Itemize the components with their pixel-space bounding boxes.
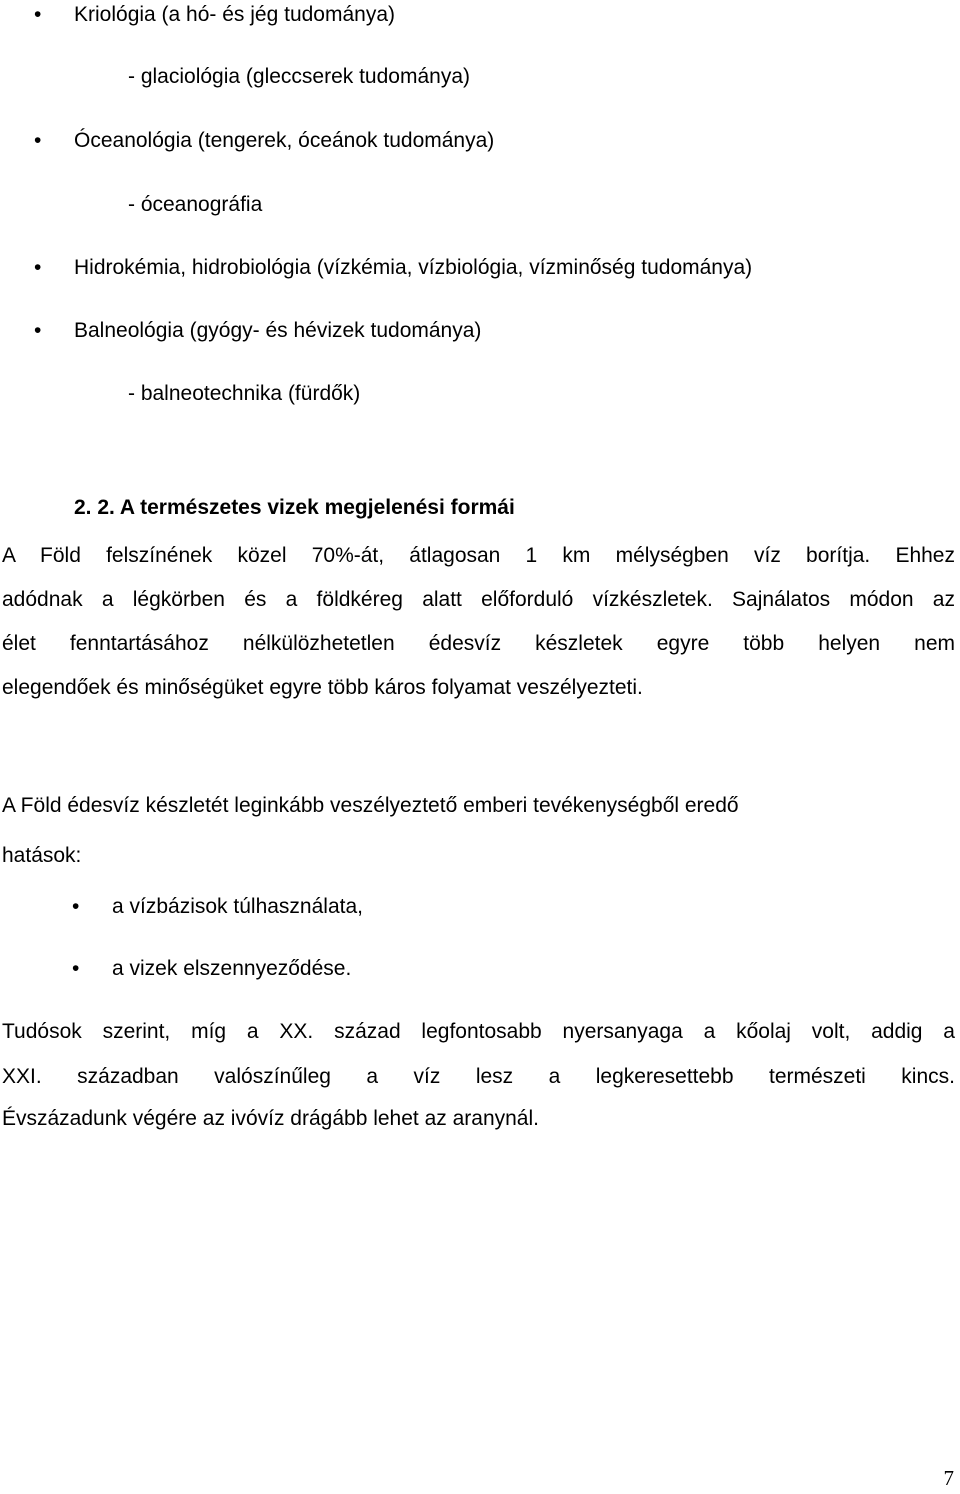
list-item: Balneológia (gyógy- és hévizek tudománya) (74, 319, 482, 342)
sub-list-item: - óceanográfia (128, 193, 263, 216)
list-item: a vizek elszennyeződése. (112, 957, 352, 980)
paragraph-line: A Föld felszínének közel 70%-át, átlagosan 1 km mélységben víz borítja. Ehhez (2, 544, 955, 567)
list-bullet: • (72, 895, 80, 918)
list-item: Óceanológia (tengerek, óceánok tudománya) (74, 129, 495, 152)
paragraph-line: élet fenntartásához nélkülözhetetlen édesvíz készletek egyre több helyen nem (2, 632, 955, 655)
page-number: 7 (943, 1466, 954, 1490)
list-bullet: • (72, 957, 80, 980)
sub-list-item: - glaciológia (gleccserek tudománya) (128, 65, 470, 88)
list-bullet: • (34, 129, 42, 152)
list-bullet: • (34, 3, 42, 26)
list-item: a vízbázisok túlhasználata, (112, 895, 363, 918)
list-item: Hidrokémia, hidrobiológia (vízkémia, vízbiológia, vízminőség tudománya) (74, 256, 753, 279)
threats-intro: A Föld édesvíz készletét leginkább veszélyeztető emberi tevékenységből eredő (2, 794, 739, 817)
threats-intro: hatások: (2, 844, 82, 867)
paragraph-line: elegendőek és minőségüket egyre több káros folyamat veszélyezteti. (2, 676, 643, 699)
paragraph-line: adódnak a légkörben és a földkéreg alatt előforduló vízkészletek. Sajnálatos módon az (2, 588, 955, 611)
list-bullet: • (34, 256, 42, 279)
paragraph-line: Tudósok szerint, míg a XX. század legfontosabb nyersanyaga a kőolaj volt, addig a (2, 1020, 955, 1043)
closing-paragraph (2, 1019, 955, 1106)
section-heading: 2. 2. A természetes vizek megjelenési formái (74, 496, 515, 519)
sub-list-item: - balneotechnika (fürdők) (128, 382, 361, 405)
paragraph-line: XXI. században valószínűleg a víz lesz a legkeresettebb természeti kincs. (2, 1065, 955, 1088)
paragraph-line: Évszázadunk végére az ivóvíz drágább lehet az aranynál. (2, 1107, 539, 1130)
list-item: Kriológia (a hó- és jég tudománya) (74, 3, 396, 26)
section-paragraph (2, 543, 955, 675)
list-bullet: • (34, 319, 42, 342)
